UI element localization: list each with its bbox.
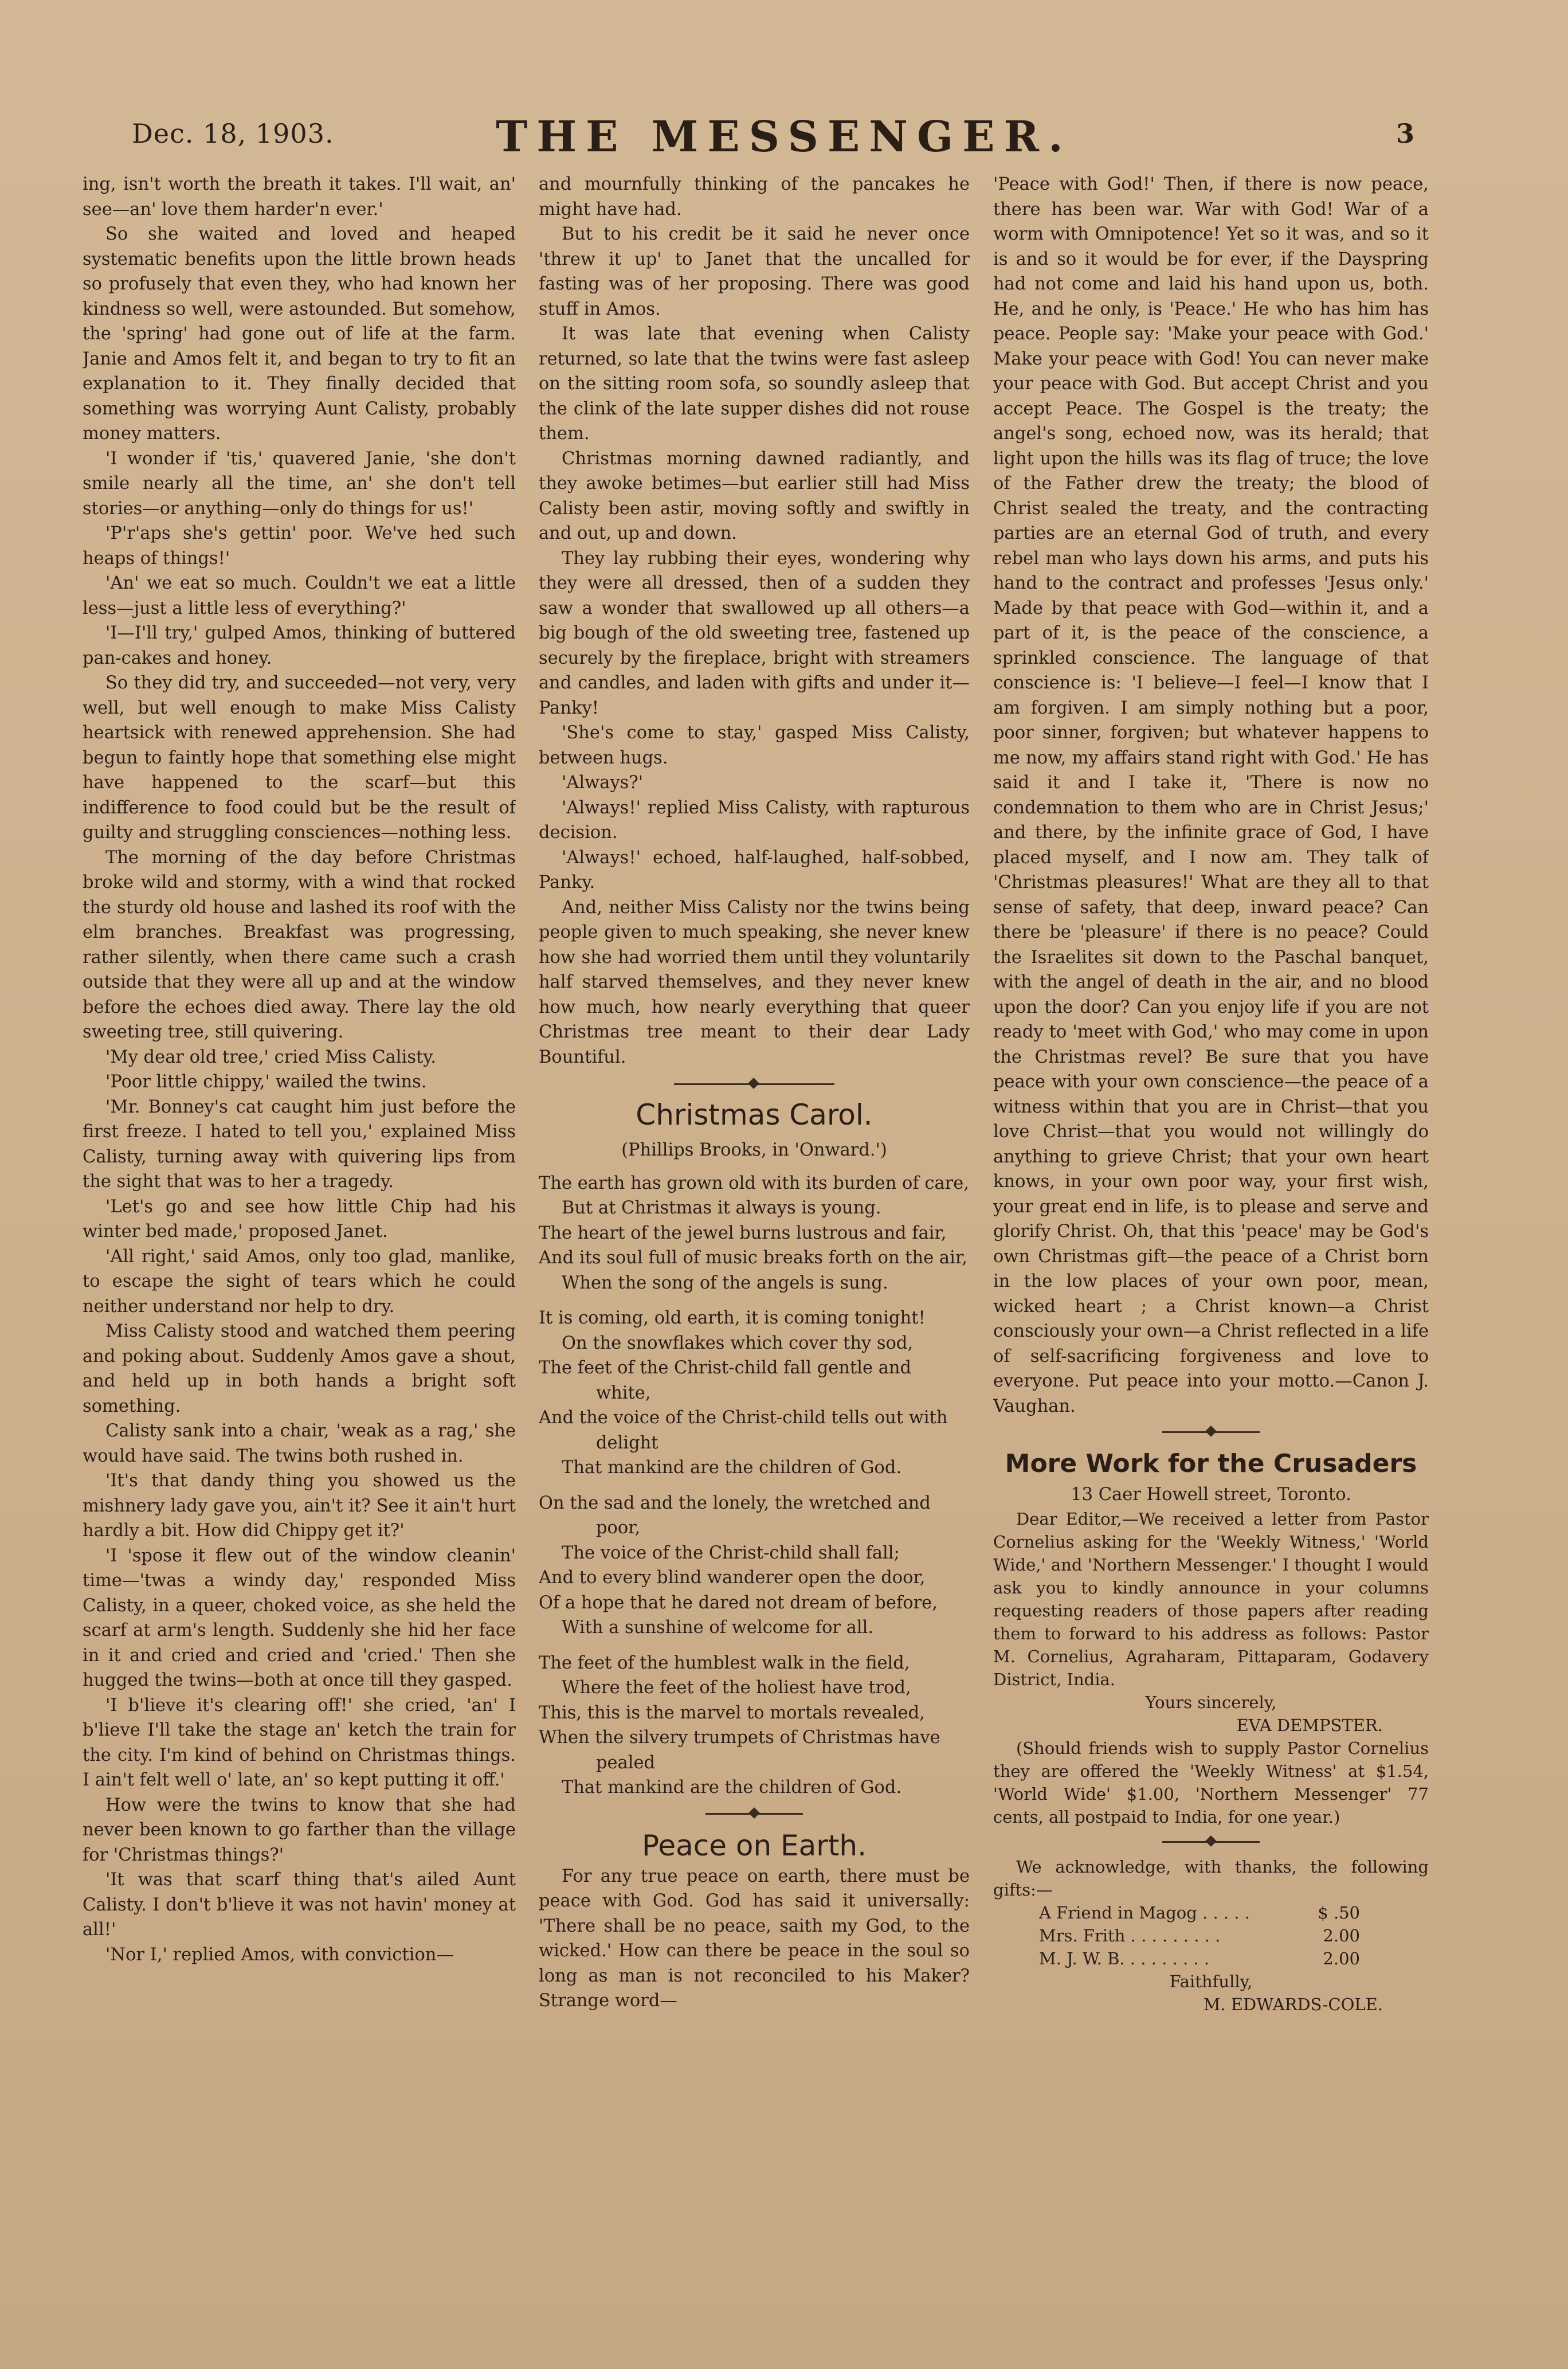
carol-byline: (Phillips Brooks, in 'Onward.') (621, 1140, 887, 1160)
section-divider (1162, 1841, 1260, 1843)
carol-line: On the snowflakes which cover thy sod, (562, 1333, 914, 1353)
story-paragraph: And, neither Miss Calisty nor the twins being people given to much speaking, she never knew how she had worried them until they voluntarily half starved themselves, and they never knew how much, how nearly everything that queer Christmas tree meant to their dear Lady Bountiful. (539, 897, 970, 1067)
gift-name: M. J. W. B. . . . . . . . . (1039, 1948, 1210, 1968)
carol-line: The feet of the Christ-child fall gentle and white, (539, 1358, 912, 1403)
carol-stanza (539, 1491, 970, 1640)
column-3 (993, 172, 1429, 2304)
gift-row (993, 1901, 1429, 1924)
carol-title: Christmas Carol. (636, 1098, 873, 1131)
letter-signature: EVA DEMPSTER. (1236, 1715, 1383, 1735)
carol-line: Of a hope that he dared not dream of before, (539, 1592, 938, 1613)
carol-line: The voice of the Christ-child shall fall; (562, 1542, 900, 1563)
letter-address: 13 Caer Howell street, Toronto. (1071, 1485, 1351, 1505)
story-paragraph: 'Always!' echoed, half-laughed, half-sobbed, Panky. (539, 847, 970, 892)
story-paragraph: 'An' we eat so much. Couldn't we eat a little less—just a little less of everything?' (83, 573, 516, 618)
carol-stanza (539, 1306, 970, 1481)
carol-stanza (539, 1651, 970, 1800)
carol-line: It is coming, old earth, it is coming tonight! (539, 1308, 926, 1328)
story-paragraph: 'I—I'll try,' gulped Amos, thinking of buttered pan-cakes and honey. (83, 623, 516, 668)
story-paragraph: 'Let's go and see how little Chip had his winter bed made,' proposed Janet. (83, 1196, 516, 1242)
letter-closing: Yours sincerely, (1145, 1692, 1277, 1712)
story-paragraph: 'Mr. Bonney's cat caught him just before the first freeze. I hated to tell you,' explained Miss Calisty, turning away with quivering lips from the sight that was to her a tragedy. (83, 1097, 516, 1192)
story-paragraph: 'She's come to stay,' gasped Miss Calisty, between hugs. (539, 723, 970, 768)
story-paragraph: 'Always?' (562, 773, 644, 793)
story-paragraph: 'It was that scarf thing that's ailed Aunt Calisty. I don't b'lieve it was not havin' money at all!' (83, 1870, 516, 1940)
peace-paragraph: For any true peace on earth, there must be peace with God. God has said it universally: 'There shall be no peace, saith my God, to the wicked.' How can there be peace in the soul so long as man is not reconciled to his Maker? Strange word— (539, 1866, 970, 2011)
gift-name: Mrs. Frith . . . . . . . . . (1039, 1925, 1221, 1945)
gift-amount: 2.00 (1323, 1948, 1360, 1968)
gift-row (993, 1924, 1429, 1947)
carol-line: The heart of the jewel burns lustrous and fair, (539, 1223, 947, 1243)
gifts-acknowledgement: We acknowledge, with thanks, the following gifts:— (993, 1857, 1429, 1900)
carol-line: And to every blind wanderer open the door, (539, 1568, 926, 1588)
story-paragraph: Miss Calisty stood and watched them peering and poking about. Suddenly Amos gave a shout, and held up in both hands a bright soft something. (83, 1321, 516, 1416)
letter-note: (Should friends wish to supply Pastor Cornelius they are offered the 'Weekly Witness' at $1.54, 'World Wide' $1.00, 'Northern Messenger' 77 cents, all postpaid to India, for one year.) (993, 1738, 1429, 1827)
story-paragraph: 'Always!' replied Miss Calisty, with rapturous decision. (539, 797, 970, 843)
carol-line: And the voice of the Christ-child tells out with delight (539, 1408, 948, 1453)
gift-name: A Friend in Magog . . . . . (1039, 1902, 1250, 1922)
story-paragraph: The morning of the day before Christmas broke wild and stormy, with a wind that rocked the sturdy old house and lashed its roof with the elm branches. Breakfast was progressing, rather silently, when there came such a crash outside that they were all up and at the window before the echoes died away. There lay the old sweeting tree, still quivering. (83, 847, 516, 1042)
carol-stanza (539, 1171, 970, 1296)
story-paragraph: So they did try, and succeeded—not very, very well, but well enough to make Miss Calisty heartsick with renewed apprehension. She had begun to faintly hope that something else might have happened to the scarf—but this indifference to food could but be the result of guilty and struggling consciences—nothing less. (83, 673, 516, 843)
story-paragraph: But to his credit be it said he never once 'threw it up' to Janet that the uncalled for fasting was of her proposing. There was good stuff in Amos. (539, 224, 970, 319)
carol-line: When the silvery trumpets of Christmas have pealed (539, 1728, 940, 1773)
section-divider (674, 1083, 834, 1085)
carol-line: That mankind are the children of God. (562, 1458, 902, 1478)
carol-line: The earth has grown old with its burden of care, (539, 1173, 969, 1193)
masthead (0, 112, 1568, 175)
page-number: 3 (1395, 118, 1414, 149)
carol-line: And its soul full of music breaks forth on the air, (539, 1248, 967, 1268)
carol-line: On the sad and the lonely, the wretched and poor, (539, 1493, 931, 1538)
carol-line: This, this is the marvel to mortals revealed, (539, 1702, 925, 1723)
column-2 (539, 172, 970, 2304)
carol-line: The feet of the humblest walk in the field, (539, 1653, 910, 1673)
carol-poem (539, 1171, 970, 1800)
issue-date: Dec. 18, 1903. (132, 118, 334, 149)
story-paragraph: It was late that evening when Calisty returned, so late that the twins were fast asleep on the sitting room sofa, so soundly asleep that the clink of the late supper dishes did not rouse them. (539, 324, 970, 444)
carol-line: With a sunshine of welcome for all. (562, 1618, 874, 1638)
section-divider (705, 1813, 803, 1815)
column-1 (83, 172, 516, 2304)
carol-line: Where the feet of the holiest have trod, (562, 1678, 911, 1698)
carol-line: But at Christmas it always is young. (562, 1198, 881, 1218)
story-paragraph: 'P'r'aps she's gettin' poor. We've hed such heaps of things!' (83, 523, 516, 569)
story-paragraph: 'Poor little chippy,' wailed the twins. (105, 1072, 427, 1092)
story-paragraph: 'My dear old tree,' cried Miss Calisty. (105, 1047, 437, 1067)
gifts-signature: M. EDWARDS-COLE. (1203, 1994, 1383, 2014)
story-paragraph: Christmas morning dawned radiantly, and they awoke betimes—but earlier still had Miss Calisty been astir, moving softly and swiftly in and out, up and down. (539, 448, 970, 543)
story-paragraph: 'Nor I,' replied Amos, with conviction— (105, 1944, 454, 1965)
peace-paragraph: 'Peace with God!' Then, if there is now peace, there has been war. War with God! War of a worm with Omnipotence! Yet so it was, and so it is and so it would be for ever, if the Dayspring had not come and laid his hand upon us, both. He, and he only, is 'Peace.' He who has him has peace. People say: 'Make your peace with God.' Make your peace with God! You can never make your peace with God. But accept Christ and you accept Peace. The Gospel is the treaty; the angel's song, echoed now, was its herald; that light upon the hills was its flag of truce; the love of the Father drew the treaty; the blood of Christ sealed the treaty, and the contracting parties are an eternal God of truth, and every rebel man who lays down his arms, and puts his hand to the contract and professes 'Jesus only.' Made by that peace with God—within it, and a part of it, is the peace of the conscience, a sprinkled conscience. The language of that conscience is: 'I believe—I feel—I know that I am forgiven. I am simply nothing but a poor, poor sinner, forgiven; but whatever happens to me now, my affairs stand right with God.' He has said it and I take it, 'There is now no condemnation to them who are in Christ Jesus;' and there, by the infinite grace of God, I have placed myself, and I now am. They talk of 'Christmas pleasures!' What are they all to that sense of safety, that deep, inward peace? Can there be 'pleasure' if there is no peace? Could the Israelites sit down to the Paschal banquet, with the angel of death in the air, and no blood upon the door? Can you enjoy life if you are not ready to 'meet with God,' who may come in upon the Christmas revel? Be sure that you have peace with your own conscience—the peace of a witness within that you are in Christ—that you love Christ—that you would not willingly do anything to grieve Christ; that your own heart knows, in your own poor way, your first wish, your great end in life, is to please and serve and glorify Christ. Oh, that this 'peace' may be God's own Christmas gift—the peace of a Christ born in the low places of your own poor, mean, wicked heart ; a Christ known—a Christ consciously your own—a Christ reflected in a life of self-sacrificing forgiveness and love to everyone. Put peace into your motto.—Canon J. Vaughan. (993, 174, 1429, 1416)
gift-amount: $ .50 (1318, 1902, 1360, 1922)
peace-title: Peace on Earth. (641, 1828, 867, 1862)
story-paragraph: So she waited and loved and heaped systematic benefits upon the little brown heads so profusely that even they, who had known her kindness so well, were astounded. But somehow, the 'spring' had gone out of life at the farm. Janie and Amos felt it, and began to try to fit an explanation to it. They finally decided that something was worrying Aunt Calisty, probably money matters. (83, 224, 516, 444)
story-paragraph: 'I 'spose it flew out of the window cleanin' time—'twas a windy day,' responded Miss Calisty, in a queer, choked voice, as she held the scarf at arm's length. Suddenly she hid her face in it and cried and cried and 'cried.' Then she hugged the twins—both at once till they gasped. (83, 1545, 516, 1690)
carol-line: That mankind are the children of God. (562, 1777, 902, 1798)
story-paragraph: ing, isn't worth the breath it takes. I'll wait, an' see—an' love them harder'n ever.' (83, 174, 516, 220)
gift-amount: 2.00 (1323, 1925, 1360, 1945)
story-paragraph: 'All right,' said Amos, only too glad, manlike, to escape the sight of tears which he could neither understand nor help to dry. (83, 1246, 516, 1317)
story-paragraph: 'It's that dandy thing you showed us the mishnery lady gave you, ain't it? See it ain't hurt hardly a bit. How did Chippy get it?' (83, 1471, 516, 1541)
story-paragraph: Calisty sank into a chair, 'weak as a rag,' she would have said. The twins both rushed in. (83, 1421, 516, 1466)
gifts-closing: Faithfully, (1169, 1971, 1253, 1991)
story-paragraph: They lay rubbing their eyes, wondering why they were all dressed, then of a sudden they saw a wonder that swallowed up all others—a big bough of the old sweeting tree, fastened up securely by the fireplace, bright with streamers and candles, and laden with gifts and under it—Panky! (539, 548, 970, 718)
story-paragraph: How were the twins to know that she had never been known to go farther than the village for 'Christmas things?' (83, 1795, 516, 1865)
section-divider (1162, 1431, 1260, 1433)
letter-body: Dear Editor,—We received a letter from Pastor Cornelius asking for the 'Weekly Witness,' 'World Wide,' and 'Northern Messenger.' I thought I would ask you to kindly announce in your columns requesting readers of those papers after reading them to forward to his address as follows: Pastor M. Cornelius, Agraharam, Pittaparam, Godavery District, India. (993, 1509, 1429, 1689)
story-paragraph: and mournfully thinking of the pancakes he might have had. (539, 174, 970, 220)
story-paragraph: 'I b'lieve it's clearing off!' she cried, 'an' I b'lieve I'll take the stage an' ketch the train for the city. I'm kind of behind on Christmas things. I ain't felt well o' late, an' so kept putting it off.' (83, 1695, 516, 1790)
gift-row (993, 1947, 1429, 1970)
story-paragraph: 'I wonder if 'tis,' quavered Janie, 'she don't smile nearly all the time, an' she don't tell stories—or anything—only do things for us!' (83, 448, 516, 519)
carol-line: When the song of the angels is sung. (562, 1272, 888, 1293)
crusaders-title: More Work for the Crusaders (1005, 1449, 1417, 1478)
newspaper-title: THE MESSENGER. (496, 112, 1072, 162)
